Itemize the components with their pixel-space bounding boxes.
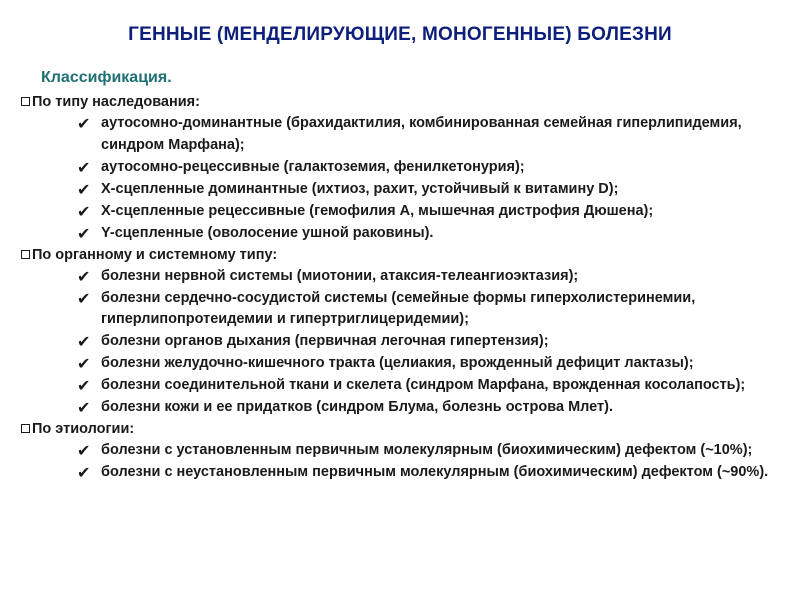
list-item-text: болезни сердечно-сосудистой системы (семейные формы гиперхолистеринемии, гиперлипопротеидемии и гипертриглицеридемии); bbox=[101, 289, 696, 328]
list-item bbox=[21, 375, 781, 397]
list-item-text: болезни с установленным первичным молекулярным (биохимическим) дефектом (~10%); bbox=[101, 442, 753, 459]
list-item bbox=[21, 353, 781, 375]
list-item-text: аутосомно-доминантные (брахидактилия, комбинированная семейная гиперлипидемия, синдром Марфана); bbox=[101, 115, 742, 153]
checkmark-icon: ✔ bbox=[77, 268, 91, 286]
list-item bbox=[21, 266, 781, 288]
checkmark-icon: ✔ bbox=[77, 400, 91, 418]
list-item-text: аутосомно-рецессивные (галактоземия, фенилкетонурия); bbox=[101, 158, 525, 175]
section-heading bbox=[21, 245, 781, 266]
list-item-text: болезни органов дыхания (первичная легочная гипертензия); bbox=[101, 333, 549, 350]
list-item bbox=[21, 462, 781, 484]
content-list bbox=[21, 92, 781, 484]
list-item bbox=[21, 157, 781, 179]
section-heading-text: По типу наследования: bbox=[32, 94, 200, 110]
list-item bbox=[21, 223, 781, 245]
section-organ-system bbox=[21, 245, 781, 420]
list-item bbox=[21, 179, 781, 201]
checkmark-icon: ✔ bbox=[77, 116, 91, 133]
list-item bbox=[21, 440, 781, 462]
section-heading bbox=[21, 419, 781, 440]
list-item bbox=[21, 288, 781, 332]
checkmark-icon: ✔ bbox=[77, 225, 91, 243]
list-item bbox=[21, 201, 781, 223]
list-item-text: болезни с неустановленным первичным молекулярным (биохимическим) дефектом (~90%). bbox=[101, 464, 769, 481]
section-inheritance bbox=[21, 92, 781, 245]
list-item bbox=[21, 331, 781, 353]
square-bullet-icon bbox=[21, 250, 30, 259]
checkmark-icon: ✔ bbox=[77, 334, 91, 352]
checkmark-icon: ✔ bbox=[77, 290, 91, 308]
section-heading bbox=[21, 92, 781, 113]
checkmark-icon: ✔ bbox=[77, 465, 91, 483]
list-item-text: болезни желудочно-кишечного тракта (целиакия, врожденный дефицит лактазы); bbox=[101, 355, 694, 372]
section-heading-text: По органному и системному типу: bbox=[32, 246, 278, 263]
checkmark-icon: ✔ bbox=[77, 443, 91, 461]
section-heading-text: По этиологии: bbox=[32, 421, 135, 438]
checkmark-icon: ✔ bbox=[77, 203, 91, 221]
square-bullet-icon bbox=[21, 97, 30, 106]
page-title: ГЕННЫЕ (МЕНДЕЛИРУЮЩИЕ, МОНОГЕННЫЕ) БОЛЕЗНИ bbox=[128, 24, 672, 45]
checkmark-icon: ✔ bbox=[77, 356, 91, 374]
square-bullet-icon bbox=[21, 424, 30, 433]
checkmark-icon: ✔ bbox=[77, 378, 91, 396]
list-item-text: Y-сцепленные (оволосение ушной раковины). bbox=[101, 224, 434, 241]
list-item bbox=[21, 397, 781, 419]
list-item-text: Х-сцепленные рецессивные (гемофилия А, мышечная дистрофия Дюшена); bbox=[101, 202, 654, 219]
subtitle: Классификация. bbox=[41, 69, 172, 86]
list-item bbox=[21, 113, 781, 157]
list-item-text: Х-сцепленные доминантные (ихтиоз, рахит, устойчивый к витамину D); bbox=[101, 180, 619, 197]
list-item-text: болезни соединительной ткани и скелета (синдром Марфана, врожденная косолапость); bbox=[101, 377, 746, 394]
checkmark-icon: ✔ bbox=[77, 159, 91, 177]
section-etiology bbox=[21, 419, 781, 484]
checkmark-icon: ✔ bbox=[77, 181, 91, 199]
list-item-text: болезни кожи и ее придатков (синдром Блума, болезнь острова Млет). bbox=[101, 399, 614, 416]
list-item-text: болезни нервной системы (миотонии, атаксия-телеангиоэктазия); bbox=[101, 267, 579, 284]
